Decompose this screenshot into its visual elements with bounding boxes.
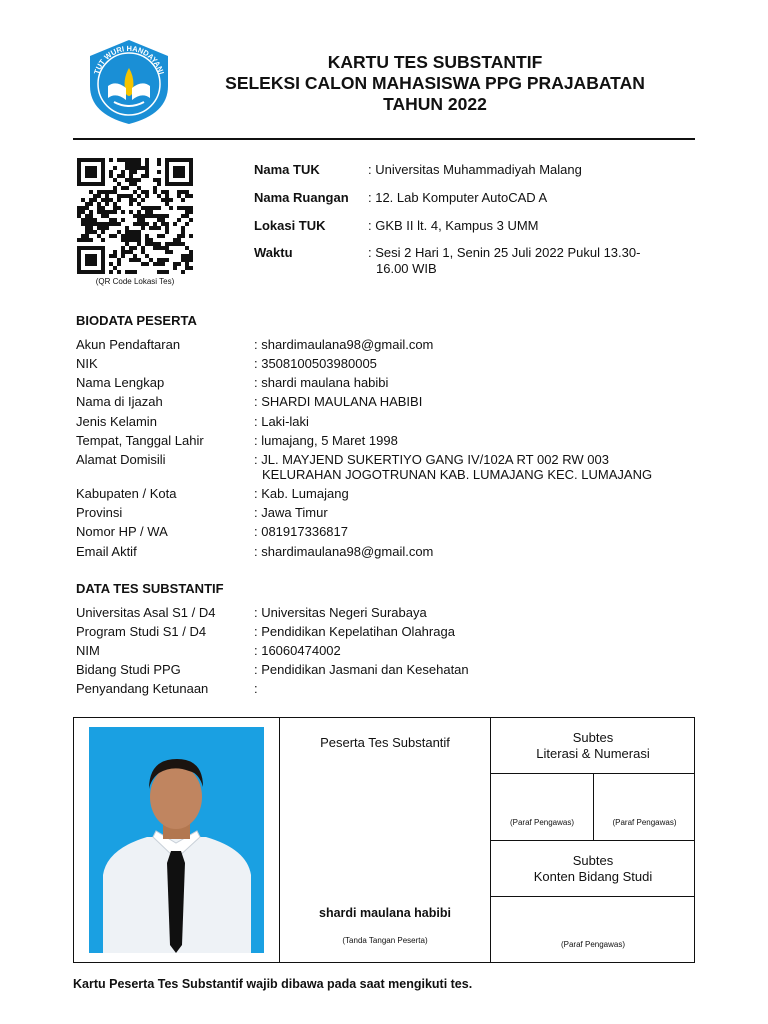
bio-value: : 081917336817 (254, 524, 348, 539)
test-data-section-title: DATA TES SUBSTANTIF (76, 581, 224, 596)
logo-motto: TUT WURI HANDAYANI (92, 43, 166, 76)
bio-label: Tempat, Tanggal Lahir (76, 433, 204, 448)
bio-label: NIK (76, 356, 98, 371)
title-line-2: SELEKSI CALON MAHASISWA PPG PRAJABATAN (225, 73, 645, 93)
bio-label: Nomor HP / WA (76, 524, 168, 539)
bio-value: : SHARDI MAULANA HABIBI (254, 394, 423, 409)
test-label: NIM (76, 643, 100, 658)
test-value: : Universitas Negeri Surabaya (254, 605, 427, 620)
time-label: Waktu (254, 245, 293, 260)
subtest-literacy-label: Subtes (572, 730, 614, 745)
title-line-1: KARTU TES SUBSTANTIF (327, 52, 543, 72)
header-divider (73, 138, 695, 140)
title-line-3: TAHUN 2022 (383, 94, 487, 114)
bio-label: Email Aktif (76, 544, 137, 559)
supervisor-initial-caption: (Paraf Pengawas) (509, 818, 575, 827)
bio-label: Kabupaten / Kota (76, 486, 177, 501)
time-value-line-1: : Sesi 2 Hari 1, Senin 25 Juli 2022 Pukul 13.30- (368, 245, 641, 260)
participant-signature-caption: (Tanda Tangan Peserta) (342, 936, 428, 945)
card-title (180, 52, 690, 115)
tut-wuri-handayani-logo (82, 38, 176, 126)
bio-address-value (254, 452, 694, 482)
supervisor-initial-caption: (Paraf Pengawas) (560, 940, 626, 949)
subtest-content-label: Subtes (572, 853, 614, 868)
test-value: : Pendidikan Jasmani dan Kesehatan (254, 662, 469, 677)
room-name-value: : 12. Lab Komputer AutoCAD A (368, 190, 548, 205)
bio-value: : Laki-laki (254, 414, 309, 429)
tuk-name-value: : Universitas Muhammadiyah Malang (368, 162, 582, 177)
bio-label: Nama di Ijazah (76, 394, 163, 409)
bio-value: : shardi maulana habibi (254, 375, 389, 390)
test-value: : Pendidikan Kepelatihan Olahraga (254, 624, 455, 639)
table-divider (593, 773, 594, 840)
tuk-location-value: : GKB II lt. 4, Kampus 3 UMM (368, 218, 539, 233)
test-label: Program Studi S1 / D4 (76, 624, 207, 639)
test-label: Universitas Asal S1 / D4 (76, 605, 216, 620)
table-divider (490, 896, 695, 897)
qr-caption: (QR Code Lokasi Tes) (95, 277, 175, 286)
bio-label: Jenis Kelamin (76, 414, 157, 429)
test-label: Bidang Studi PPG (76, 662, 181, 677)
subtest-literacy-name: Literasi & Numerasi (536, 746, 650, 761)
address-line-2: KELURAHAN JOGOTRUNAN KAB. LUMAJANG KEC. LUMAJANG (262, 467, 653, 482)
bio-value: : shardimaulana98@gmail.com (254, 544, 434, 559)
time-value (368, 245, 688, 277)
bio-label: Provinsi (76, 505, 123, 520)
bio-value: : 3508100503980005 (254, 356, 377, 371)
bio-label: Nama Lengkap (76, 375, 165, 390)
supervisor-initial-caption: (Paraf Pengawas) (612, 818, 677, 827)
room-name-label: Nama Ruangan (254, 190, 349, 205)
bio-value: : lumajang, 5 Maret 1998 (254, 433, 398, 448)
bio-label: Alamat Domisili (76, 452, 166, 467)
tuk-location-label: Lokasi TUK (254, 218, 326, 233)
participant-name: shardi maulana habibi (319, 906, 451, 920)
footer-note: Kartu Peserta Tes Substantif wajib dibawa pada saat mengikuti tes. (73, 977, 473, 991)
participant-photo (89, 727, 264, 953)
participant-signature-title: Peserta Tes Substantif (320, 735, 450, 750)
qr-code-icon (76, 158, 194, 274)
address-line-1: : JL. MAYJEND SUKERTIYO GANG IV/102A RT 002 RW 003 (254, 452, 609, 467)
test-label: Penyandang Ketunaan (76, 681, 209, 696)
bio-value: : Jawa Timur (254, 505, 328, 520)
bio-value: : shardimaulana98@gmail.com (254, 337, 434, 352)
bio-value: : Kab. Lumajang (254, 486, 349, 501)
subtest-literacy-header (491, 730, 695, 762)
subtest-content-name: Konten Bidang Studi (533, 869, 653, 884)
biodata-section-title: BIODATA PESERTA (76, 313, 197, 328)
test-value: : 16060474002 (254, 643, 341, 658)
bio-label: Akun Pendaftaran (76, 337, 181, 352)
subtest-content-header (491, 853, 695, 885)
tuk-name-label: Nama TUK (254, 162, 320, 177)
table-divider (279, 717, 280, 963)
test-value: : (254, 681, 258, 696)
time-value-line-2: 16.00 WIB (376, 261, 437, 276)
table-divider (490, 840, 695, 841)
